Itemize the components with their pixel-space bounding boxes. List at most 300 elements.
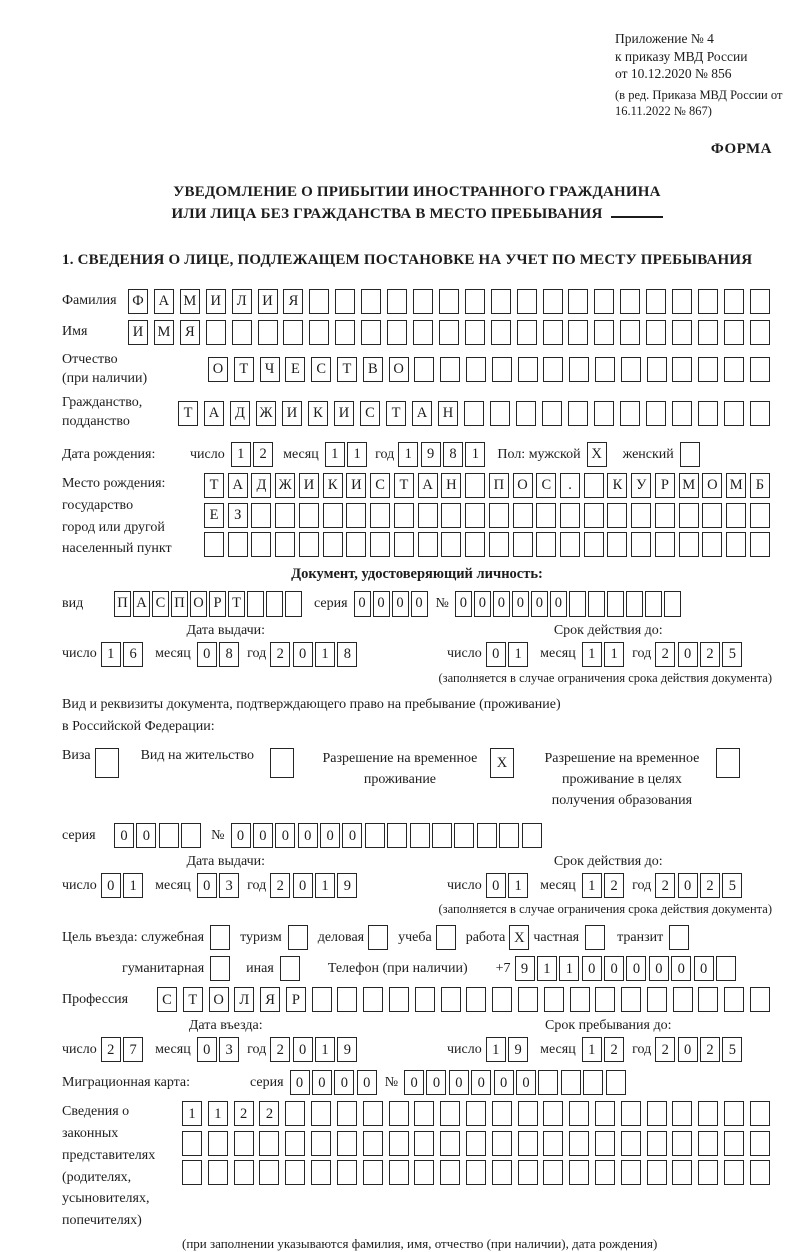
char-cell[interactable]: [465, 503, 485, 528]
char-cell[interactable]: [679, 532, 699, 557]
char-cell[interactable]: 0: [392, 591, 409, 617]
char-cell[interactable]: 1: [347, 442, 367, 467]
char-cell[interactable]: [228, 532, 248, 557]
char-cell[interactable]: [492, 357, 512, 382]
char-cell[interactable]: 0: [334, 1070, 354, 1095]
char-cell[interactable]: [247, 591, 264, 617]
char-cell[interactable]: [621, 1160, 641, 1185]
char-cell[interactable]: [285, 1101, 305, 1126]
char-cell[interactable]: [716, 956, 736, 981]
char-cell[interactable]: И: [128, 320, 148, 345]
char-cell[interactable]: Т: [228, 591, 245, 617]
char-cell[interactable]: 0: [231, 823, 251, 848]
char-cell[interactable]: 2: [270, 642, 290, 667]
char-cell[interactable]: [413, 320, 433, 345]
char-cell[interactable]: [346, 532, 366, 557]
char-cell[interactable]: П: [171, 591, 188, 617]
char-cell[interactable]: 1: [582, 1037, 602, 1062]
char-cell[interactable]: [477, 823, 497, 848]
char-cell[interactable]: 0: [354, 591, 371, 617]
char-cell[interactable]: [543, 357, 563, 382]
char-cell[interactable]: 9: [337, 873, 357, 898]
char-cell[interactable]: 0: [494, 1070, 514, 1095]
char-cell[interactable]: [569, 1101, 589, 1126]
char-cell[interactable]: [679, 503, 699, 528]
char-cell[interactable]: [283, 320, 303, 345]
char-cell[interactable]: 9: [421, 442, 441, 467]
char-cell[interactable]: [672, 1160, 692, 1185]
char-cell[interactable]: [543, 1131, 563, 1156]
char-cell[interactable]: [724, 401, 744, 426]
char-cell[interactable]: [568, 401, 588, 426]
char-cell[interactable]: [266, 591, 283, 617]
char-cell[interactable]: [387, 823, 407, 848]
char-cell[interactable]: [584, 473, 604, 498]
char-cell[interactable]: [595, 357, 615, 382]
char-cell[interactable]: [234, 1160, 254, 1185]
char-cell[interactable]: [492, 1101, 512, 1126]
char-cell[interactable]: Л: [232, 289, 252, 314]
char-cell[interactable]: [724, 1131, 744, 1156]
char-cell[interactable]: Д: [230, 401, 250, 426]
char-cell[interactable]: [518, 1160, 538, 1185]
char-cell[interactable]: 0: [550, 591, 567, 617]
char-cell[interactable]: X: [490, 748, 514, 778]
char-cell[interactable]: [561, 1070, 581, 1095]
char-cell[interactable]: [492, 987, 512, 1012]
char-cell[interactable]: 0: [493, 591, 510, 617]
char-cell[interactable]: 9: [515, 956, 535, 981]
char-cell[interactable]: [414, 1101, 434, 1126]
char-cell[interactable]: [698, 357, 718, 382]
char-cell[interactable]: [206, 320, 226, 345]
char-cell[interactable]: [570, 987, 590, 1012]
char-cell[interactable]: [363, 1131, 383, 1156]
char-cell[interactable]: [95, 748, 119, 778]
char-cell[interactable]: [370, 503, 390, 528]
char-cell[interactable]: [513, 532, 533, 557]
char-cell[interactable]: [560, 532, 580, 557]
char-cell[interactable]: [595, 1101, 615, 1126]
char-cell[interactable]: [280, 956, 300, 981]
char-cell[interactable]: [285, 1131, 305, 1156]
char-cell[interactable]: 0: [678, 873, 698, 898]
char-cell[interactable]: 0: [293, 873, 313, 898]
char-cell[interactable]: [389, 1160, 409, 1185]
char-cell[interactable]: Е: [204, 503, 224, 528]
char-cell[interactable]: [441, 503, 461, 528]
char-cell[interactable]: [724, 1101, 744, 1126]
char-cell[interactable]: [750, 320, 770, 345]
char-cell[interactable]: [647, 1101, 667, 1126]
char-cell[interactable]: 7: [123, 1037, 143, 1062]
char-cell[interactable]: [680, 442, 700, 467]
char-cell[interactable]: [583, 1070, 603, 1095]
char-cell[interactable]: 0: [101, 873, 121, 898]
char-cell[interactable]: Ж: [275, 473, 295, 498]
char-cell[interactable]: 0: [678, 642, 698, 667]
char-cell[interactable]: М: [180, 289, 200, 314]
char-cell[interactable]: 2: [655, 873, 675, 898]
char-cell[interactable]: [208, 1131, 228, 1156]
char-cell[interactable]: [646, 289, 666, 314]
char-cell[interactable]: [543, 289, 563, 314]
char-cell[interactable]: [410, 823, 430, 848]
char-cell[interactable]: [518, 1131, 538, 1156]
char-cell[interactable]: 0: [293, 642, 313, 667]
char-cell[interactable]: Т: [394, 473, 414, 498]
char-cell[interactable]: 0: [531, 591, 548, 617]
char-cell[interactable]: 1: [101, 642, 121, 667]
char-cell[interactable]: [440, 1101, 460, 1126]
char-cell[interactable]: П: [489, 473, 509, 498]
char-cell[interactable]: 0: [411, 591, 428, 617]
char-cell[interactable]: [466, 357, 486, 382]
char-cell[interactable]: [363, 1101, 383, 1126]
char-cell[interactable]: [465, 532, 485, 557]
char-cell[interactable]: 1: [582, 873, 602, 898]
char-cell[interactable]: [750, 357, 770, 382]
char-cell[interactable]: [584, 503, 604, 528]
char-cell[interactable]: 2: [655, 642, 675, 667]
char-cell[interactable]: 1: [325, 442, 345, 467]
char-cell[interactable]: Р: [655, 473, 675, 498]
char-cell[interactable]: 1: [582, 642, 602, 667]
char-cell[interactable]: [620, 320, 640, 345]
char-cell[interactable]: Ж: [256, 401, 276, 426]
char-cell[interactable]: [538, 1070, 558, 1095]
char-cell[interactable]: [361, 289, 381, 314]
char-cell[interactable]: Т: [204, 473, 224, 498]
char-cell[interactable]: [232, 320, 252, 345]
char-cell[interactable]: С: [311, 357, 331, 382]
char-cell[interactable]: [234, 1131, 254, 1156]
char-cell[interactable]: [569, 1160, 589, 1185]
char-cell[interactable]: [275, 503, 295, 528]
char-cell[interactable]: [672, 1101, 692, 1126]
char-cell[interactable]: [595, 1160, 615, 1185]
char-cell[interactable]: [312, 987, 332, 1012]
char-cell[interactable]: [439, 289, 459, 314]
char-cell[interactable]: [672, 401, 692, 426]
char-cell[interactable]: 0: [512, 591, 529, 617]
char-cell[interactable]: [387, 320, 407, 345]
char-cell[interactable]: [588, 591, 605, 617]
char-cell[interactable]: [698, 320, 718, 345]
char-cell[interactable]: [370, 532, 390, 557]
char-cell[interactable]: [466, 987, 486, 1012]
char-cell[interactable]: [536, 532, 556, 557]
char-cell[interactable]: [440, 1160, 460, 1185]
char-cell[interactable]: [182, 1131, 202, 1156]
char-cell[interactable]: К: [308, 401, 328, 426]
char-cell[interactable]: [418, 532, 438, 557]
char-cell[interactable]: С: [360, 401, 380, 426]
char-cell[interactable]: [750, 401, 770, 426]
char-cell[interactable]: [323, 503, 343, 528]
char-cell[interactable]: [607, 503, 627, 528]
char-cell[interactable]: Я: [180, 320, 200, 345]
char-cell[interactable]: И: [258, 289, 278, 314]
char-cell[interactable]: [698, 401, 718, 426]
char-cell[interactable]: [208, 1160, 228, 1185]
char-cell[interactable]: С: [536, 473, 556, 498]
char-cell[interactable]: 2: [259, 1101, 279, 1126]
char-cell[interactable]: [645, 591, 662, 617]
char-cell[interactable]: .: [560, 473, 580, 498]
char-cell[interactable]: [569, 591, 586, 617]
char-cell[interactable]: [492, 1131, 512, 1156]
char-cell[interactable]: [516, 401, 536, 426]
char-cell[interactable]: Д: [251, 473, 271, 498]
char-cell[interactable]: И: [282, 401, 302, 426]
char-cell[interactable]: [323, 532, 343, 557]
char-cell[interactable]: Т: [337, 357, 357, 382]
char-cell[interactable]: [335, 320, 355, 345]
char-cell[interactable]: [698, 1160, 718, 1185]
char-cell[interactable]: [672, 289, 692, 314]
char-cell[interactable]: 8: [337, 642, 357, 667]
char-cell[interactable]: 1: [604, 642, 624, 667]
char-cell[interactable]: [621, 1101, 641, 1126]
char-cell[interactable]: [414, 1131, 434, 1156]
char-cell[interactable]: Т: [178, 401, 198, 426]
char-cell[interactable]: 0: [678, 1037, 698, 1062]
char-cell[interactable]: [285, 591, 302, 617]
char-cell[interactable]: 1: [315, 642, 335, 667]
char-cell[interactable]: [750, 532, 770, 557]
char-cell[interactable]: [607, 532, 627, 557]
char-cell[interactable]: А: [154, 289, 174, 314]
char-cell[interactable]: [311, 1101, 331, 1126]
char-cell[interactable]: [716, 748, 740, 778]
char-cell[interactable]: [647, 357, 667, 382]
char-cell[interactable]: [595, 1131, 615, 1156]
char-cell[interactable]: [542, 401, 562, 426]
char-cell[interactable]: Л: [234, 987, 254, 1012]
char-cell[interactable]: 0: [298, 823, 318, 848]
char-cell[interactable]: [621, 1131, 641, 1156]
char-cell[interactable]: 2: [234, 1101, 254, 1126]
char-cell[interactable]: 1: [537, 956, 557, 981]
char-cell[interactable]: [646, 401, 666, 426]
char-cell[interactable]: [489, 532, 509, 557]
char-cell[interactable]: Т: [234, 357, 254, 382]
char-cell[interactable]: [724, 357, 744, 382]
char-cell[interactable]: [543, 1160, 563, 1185]
char-cell[interactable]: [543, 1101, 563, 1126]
char-cell[interactable]: 8: [443, 442, 463, 467]
char-cell[interactable]: 0: [649, 956, 669, 981]
char-cell[interactable]: [646, 320, 666, 345]
char-cell[interactable]: О: [513, 473, 533, 498]
char-cell[interactable]: [568, 320, 588, 345]
char-cell[interactable]: [698, 987, 718, 1012]
char-cell[interactable]: [750, 987, 770, 1012]
char-cell[interactable]: [673, 987, 693, 1012]
char-cell[interactable]: В: [363, 357, 383, 382]
char-cell[interactable]: Т: [386, 401, 406, 426]
char-cell[interactable]: [337, 1101, 357, 1126]
char-cell[interactable]: 5: [722, 642, 742, 667]
char-cell[interactable]: [522, 823, 542, 848]
char-cell[interactable]: [441, 532, 461, 557]
char-cell[interactable]: [440, 1131, 460, 1156]
char-cell[interactable]: 1: [559, 956, 579, 981]
char-cell[interactable]: 3: [219, 873, 239, 898]
char-cell[interactable]: [750, 1160, 770, 1185]
char-cell[interactable]: [750, 289, 770, 314]
char-cell[interactable]: [672, 357, 692, 382]
char-cell[interactable]: [585, 925, 605, 950]
char-cell[interactable]: 2: [700, 642, 720, 667]
char-cell[interactable]: 1: [182, 1101, 202, 1126]
char-cell[interactable]: [258, 320, 278, 345]
char-cell[interactable]: [454, 823, 474, 848]
char-cell[interactable]: [466, 1131, 486, 1156]
char-cell[interactable]: О: [190, 591, 207, 617]
char-cell[interactable]: [536, 503, 556, 528]
char-cell[interactable]: [724, 320, 744, 345]
char-cell[interactable]: [631, 503, 651, 528]
char-cell[interactable]: Т: [183, 987, 203, 1012]
char-cell[interactable]: [544, 987, 564, 1012]
char-cell[interactable]: [436, 925, 456, 950]
char-cell[interactable]: 0: [253, 823, 273, 848]
char-cell[interactable]: 1: [508, 873, 528, 898]
char-cell[interactable]: 0: [455, 591, 472, 617]
char-cell[interactable]: 1: [465, 442, 485, 467]
char-cell[interactable]: [594, 320, 614, 345]
char-cell[interactable]: [337, 1160, 357, 1185]
char-cell[interactable]: [251, 532, 271, 557]
char-cell[interactable]: [259, 1131, 279, 1156]
char-cell[interactable]: 0: [275, 823, 295, 848]
char-cell[interactable]: [513, 503, 533, 528]
char-cell[interactable]: [702, 503, 722, 528]
char-cell[interactable]: [543, 320, 563, 345]
char-cell[interactable]: [669, 925, 689, 950]
char-cell[interactable]: И: [346, 473, 366, 498]
char-cell[interactable]: [361, 320, 381, 345]
char-cell[interactable]: 0: [312, 1070, 332, 1095]
char-cell[interactable]: 0: [320, 823, 340, 848]
char-cell[interactable]: [270, 748, 294, 778]
char-cell[interactable]: [389, 1101, 409, 1126]
char-cell[interactable]: [626, 591, 643, 617]
char-cell[interactable]: [309, 320, 329, 345]
char-cell[interactable]: 9: [508, 1037, 528, 1062]
char-cell[interactable]: [415, 987, 435, 1012]
char-cell[interactable]: [489, 503, 509, 528]
char-cell[interactable]: 0: [404, 1070, 424, 1095]
char-cell[interactable]: Я: [260, 987, 280, 1012]
char-cell[interactable]: [337, 1131, 357, 1156]
char-cell[interactable]: [726, 503, 746, 528]
char-cell[interactable]: [518, 1101, 538, 1126]
char-cell[interactable]: О: [389, 357, 409, 382]
char-cell[interactable]: [490, 401, 510, 426]
char-cell[interactable]: 2: [700, 873, 720, 898]
char-cell[interactable]: [726, 532, 746, 557]
char-cell[interactable]: И: [206, 289, 226, 314]
char-cell[interactable]: 0: [373, 591, 390, 617]
char-cell[interactable]: [414, 357, 434, 382]
char-cell[interactable]: 0: [471, 1070, 491, 1095]
char-cell[interactable]: [647, 1160, 667, 1185]
char-cell[interactable]: [439, 320, 459, 345]
char-cell[interactable]: [432, 823, 452, 848]
char-cell[interactable]: [204, 532, 224, 557]
char-cell[interactable]: [389, 1131, 409, 1156]
char-cell[interactable]: 1: [315, 873, 335, 898]
char-cell[interactable]: 0: [342, 823, 362, 848]
char-cell[interactable]: [698, 289, 718, 314]
char-cell[interactable]: [647, 1131, 667, 1156]
char-cell[interactable]: 0: [626, 956, 646, 981]
char-cell[interactable]: [441, 987, 461, 1012]
char-cell[interactable]: [518, 357, 538, 382]
char-cell[interactable]: [387, 289, 407, 314]
char-cell[interactable]: [620, 289, 640, 314]
char-cell[interactable]: У: [631, 473, 651, 498]
char-cell[interactable]: К: [323, 473, 343, 498]
char-cell[interactable]: [655, 532, 675, 557]
char-cell[interactable]: [275, 532, 295, 557]
char-cell[interactable]: [335, 289, 355, 314]
char-cell[interactable]: 0: [582, 956, 602, 981]
char-cell[interactable]: 0: [197, 1037, 217, 1062]
char-cell[interactable]: [702, 532, 722, 557]
char-cell[interactable]: [620, 401, 640, 426]
char-cell[interactable]: [389, 987, 409, 1012]
char-cell[interactable]: 1: [231, 442, 251, 467]
char-cell[interactable]: [621, 987, 641, 1012]
char-cell[interactable]: [466, 1101, 486, 1126]
char-cell[interactable]: [698, 1101, 718, 1126]
char-cell[interactable]: [181, 823, 201, 848]
char-cell[interactable]: [464, 401, 484, 426]
char-cell[interactable]: [584, 532, 604, 557]
char-cell[interactable]: 3: [219, 1037, 239, 1062]
char-cell[interactable]: [159, 823, 179, 848]
char-cell[interactable]: А: [228, 473, 248, 498]
char-cell[interactable]: 0: [449, 1070, 469, 1095]
char-cell[interactable]: [647, 987, 667, 1012]
char-cell[interactable]: 1: [123, 873, 143, 898]
char-cell[interactable]: [594, 289, 614, 314]
char-cell[interactable]: П: [114, 591, 131, 617]
char-cell[interactable]: 8: [219, 642, 239, 667]
char-cell[interactable]: 2: [101, 1037, 121, 1062]
char-cell[interactable]: Р: [286, 987, 306, 1012]
char-cell[interactable]: 0: [357, 1070, 377, 1095]
char-cell[interactable]: 0: [197, 642, 217, 667]
char-cell[interactable]: М: [726, 473, 746, 498]
char-cell[interactable]: [346, 503, 366, 528]
char-cell[interactable]: [491, 320, 511, 345]
char-cell[interactable]: [210, 925, 230, 950]
char-cell[interactable]: [414, 1160, 434, 1185]
char-cell[interactable]: [299, 503, 319, 528]
char-cell[interactable]: [413, 289, 433, 314]
char-cell[interactable]: 1: [508, 642, 528, 667]
char-cell[interactable]: О: [209, 987, 229, 1012]
char-cell[interactable]: [394, 532, 414, 557]
char-cell[interactable]: [724, 289, 744, 314]
char-cell[interactable]: [606, 1070, 626, 1095]
char-cell[interactable]: Ф: [128, 289, 148, 314]
